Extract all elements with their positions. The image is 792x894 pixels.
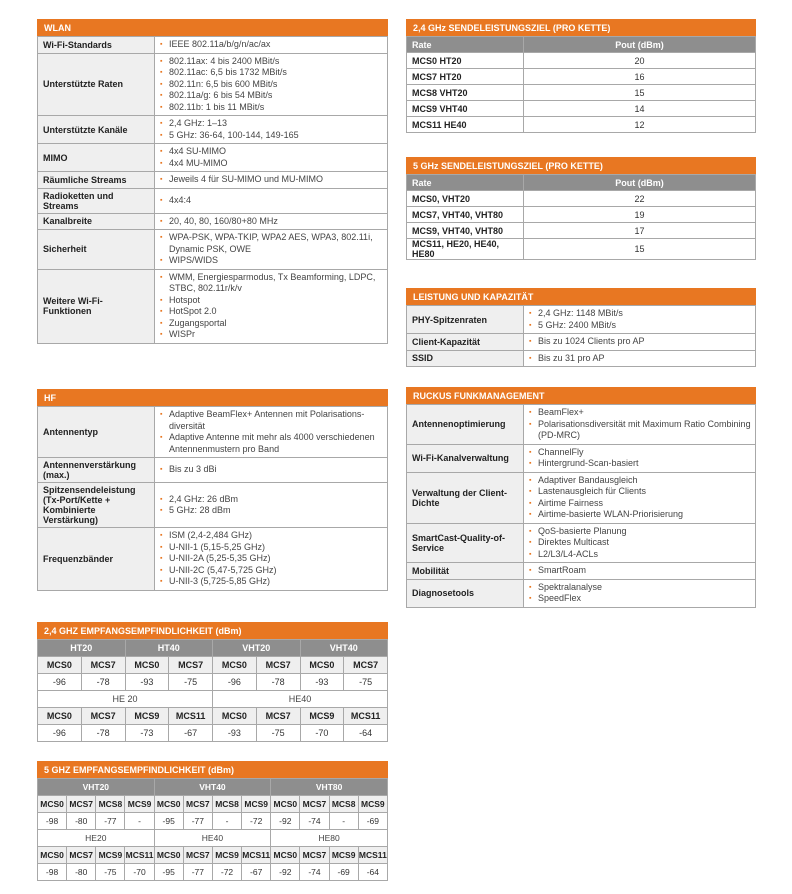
spec-list-item: ▪ 4x4:4: [160, 195, 383, 207]
spec-list-item: ▪ QoS-basierte Planung: [529, 526, 751, 538]
spec-list-item: ▪ Spektralanalyse: [529, 582, 751, 594]
mcs-label: MCS0: [154, 847, 183, 864]
spec-value: [155, 230, 388, 270]
spec-label: Antennentyp: [38, 407, 155, 458]
spec-row: [38, 53, 388, 116]
group-label: HE 20: [38, 691, 213, 708]
group-header: HT20: [38, 640, 126, 657]
rate-cell: MCS9 VHT40: [407, 101, 524, 117]
spec-label: Frequenzbänder: [38, 528, 155, 591]
spec-row: [38, 528, 388, 591]
spec-list: [160, 118, 383, 141]
mcs-row: [38, 847, 388, 864]
table-row: [407, 101, 756, 117]
sensitivity-value: -: [329, 813, 358, 830]
spec-label: SmartCast-Quality-of-Service: [407, 523, 524, 563]
spec-list-item: ▪ Direktes Multicast: [529, 537, 751, 549]
mcs-label: MCS8: [329, 796, 358, 813]
spec-list: [529, 582, 751, 605]
mcs-row: [38, 708, 388, 725]
spec-value: [524, 523, 756, 563]
spec-row: [407, 523, 756, 563]
group-header: VHT80: [271, 779, 388, 796]
spec-label: Wi-Fi-Standards: [38, 37, 155, 54]
sensitivity-value: -: [212, 813, 241, 830]
mcs-label: MCS7: [67, 847, 96, 864]
spec-value: [155, 213, 388, 230]
perf-title: LEISTUNG UND KAPAZITÄT: [406, 288, 756, 305]
mcs-row: [38, 657, 388, 674]
sensitivity-value: -92: [271, 813, 300, 830]
mcs-label: MCS7: [81, 657, 125, 674]
spec-list-item: ▪ 802.11ac: 6,5 bis 1732 MBit/s: [160, 67, 383, 79]
sensitivity-value: -70: [300, 725, 344, 742]
rate-cell: MCS7, VHT40, VHT80: [407, 207, 524, 223]
spec-value: [155, 116, 388, 144]
spec-label: Mobilität: [407, 563, 524, 580]
mcs-label: MCS11: [344, 708, 388, 725]
mcs-label: MCS7: [67, 796, 96, 813]
spec-list: [529, 475, 751, 521]
spec-list: [529, 336, 751, 348]
spec-value: [524, 306, 756, 334]
sensitivity-value: -98: [38, 864, 67, 881]
rate-column-header: Rate: [407, 175, 524, 191]
spec-list-item: ▪ 4x4 MU-MIMO: [160, 158, 383, 170]
spec-label: Räumliche Streams: [38, 172, 155, 189]
spec-list-item: ▪ 802.11b: 1 bis 11 MBit/s: [160, 102, 383, 114]
mcs-row: [38, 796, 388, 813]
table-row: [407, 191, 756, 207]
spec-list-item: ▪ HotSpot 2.0: [160, 306, 383, 318]
spec-row: [38, 269, 388, 343]
sensitivity-value: -95: [154, 864, 183, 881]
spec-row: [407, 306, 756, 334]
spec-value: [524, 563, 756, 580]
spec-label: Client-Kapazität: [407, 334, 524, 351]
spec-list-item: ▪ 2,4 GHz: 1–13: [160, 118, 383, 130]
table-row: [407, 117, 756, 133]
spec-list: [529, 308, 751, 331]
mcs-label: MCS11: [125, 847, 154, 864]
spec-list: [160, 232, 383, 267]
sensitivity-value: -75: [344, 674, 388, 691]
mcs-label: MCS0: [154, 796, 183, 813]
spec-list-item: ▪ Polarisationsdiversität mit Maximum Ratio Combining (PD-MRC): [529, 419, 751, 442]
mcs-label: MCS0: [213, 657, 257, 674]
spec-list-item: ▪ 5 GHz: 2400 MBit/s: [529, 320, 751, 332]
ruckus-table: [406, 404, 756, 608]
pout-cell: 20: [524, 53, 756, 69]
sensitivity-value: -96: [38, 674, 82, 691]
table-row: [407, 239, 756, 260]
wlan-section: [37, 19, 388, 344]
mcs-label: MCS0: [213, 708, 257, 725]
spec-list-item: ▪ Lastenausgleich für Clients: [529, 486, 751, 498]
sensitivity-value: -96: [38, 725, 82, 742]
ruckus-title: RUCKUS FUNKMANAGEMENT: [406, 387, 756, 404]
spec-list-item: ▪ U-NII-2A (5,25-5,35 GHz): [160, 553, 383, 565]
pout-cell: 12: [524, 117, 756, 133]
spec-list-item: ▪ WIPS/WIDS: [160, 255, 383, 267]
mcs-label: MCS9: [242, 796, 271, 813]
spec-row: [407, 444, 756, 472]
mcs-label: MCS7: [183, 847, 212, 864]
pout-cell: 19: [524, 207, 756, 223]
table-row: [407, 53, 756, 69]
spec-row: [38, 188, 388, 213]
sens24-section: [37, 622, 388, 742]
spec-label: PHY-Spitzenraten: [407, 306, 524, 334]
spec-list: [529, 526, 751, 561]
sensitivity-value: -70: [125, 864, 154, 881]
table-row: [407, 69, 756, 85]
spec-list-item: ▪ Bis zu 31 pro AP: [529, 353, 751, 365]
sensitivity-value: -64: [344, 725, 388, 742]
spec-list-item: ▪ SmartRoam: [529, 565, 751, 577]
sensitivity-value: -78: [256, 674, 300, 691]
group-header: VHT40: [154, 779, 271, 796]
spec-value: [155, 144, 388, 172]
pout-cell: 15: [524, 85, 756, 101]
spec-label: Diagnosetools: [407, 579, 524, 607]
spec-row: [38, 213, 388, 230]
spec-list: [160, 39, 383, 51]
spec-value: [155, 53, 388, 116]
rate-cell: MCS7 HT20: [407, 69, 524, 85]
group-header-row: [38, 640, 388, 657]
rate-cell: MCS8 VHT20: [407, 85, 524, 101]
sensitivity-value: -77: [183, 864, 212, 881]
mcs-label: MCS0: [300, 657, 344, 674]
sensitivity-value: -92: [271, 864, 300, 881]
tx24-title: 2,4 GHz SENDELEISTUNGSZIEL (PRO KETTE): [406, 19, 756, 36]
mcs-label: MCS8: [96, 796, 125, 813]
spec-list-item: ▪ 2,4 GHz: 26 dBm: [160, 494, 383, 506]
spec-list: [160, 530, 383, 588]
table-row: [407, 223, 756, 239]
tx5-title: 5 GHz SENDELEISTUNGSZIEL (PRO KETTE): [406, 157, 756, 174]
spec-value: [524, 472, 756, 523]
sensitivity-value: -67: [169, 725, 213, 742]
sens24-title: 2,4 GHZ EMPFANGSEMPFINDLICHKEIT (dBm): [37, 622, 388, 639]
spec-list: [160, 272, 383, 341]
spec-list-item: ▪ U-NII-1 (5,15-5,25 GHz): [160, 542, 383, 554]
spec-list-item: ▪ L2/L3/L4-ACLs: [529, 549, 751, 561]
rate-cell: MCS11, HE20, HE40, HE80: [407, 239, 524, 260]
spec-list: [529, 407, 751, 442]
spec-row: [38, 37, 388, 54]
sensitivity-value: -80: [67, 813, 96, 830]
spec-list-item: ▪ Airtime Fairness: [529, 498, 751, 510]
sensitivity-value: -78: [81, 674, 125, 691]
mcs-label: MCS0: [271, 847, 300, 864]
hf-table: [37, 406, 388, 591]
grid-header-row: [407, 37, 756, 53]
pout-cell: 17: [524, 223, 756, 239]
spec-list-item: ▪ Airtime-basierte WLAN-Priorisierung: [529, 509, 751, 521]
sens5-section: [37, 761, 388, 881]
spec-value: [155, 528, 388, 591]
sensitivity-value: -93: [300, 674, 344, 691]
spec-list-item: ▪ 2,4 GHz: 1148 MBit/s: [529, 308, 751, 320]
pout-column-header: Pout (dBm): [524, 175, 756, 191]
spec-row: [38, 458, 388, 483]
spec-value: [155, 37, 388, 54]
mcs-label: MCS0: [271, 796, 300, 813]
rate-cell: MCS0 HT20: [407, 53, 524, 69]
spec-list: [160, 146, 383, 169]
rate-column-header: Rate: [407, 37, 524, 53]
spec-list: [160, 409, 383, 455]
spec-label: Weitere Wi-Fi-Funktionen: [38, 269, 155, 343]
spec-label: Antennenoptimierung: [407, 405, 524, 445]
rate-cell: MCS0, VHT20: [407, 191, 524, 207]
spec-value: [524, 334, 756, 351]
sensitivity-value: -72: [242, 813, 271, 830]
spec-list-item: ▪ 20, 40, 80, 160/80+80 MHz: [160, 216, 383, 228]
sens24-table: [37, 639, 388, 742]
sensitivity-value: -74: [300, 864, 329, 881]
value-row: [38, 864, 388, 881]
grid-header-row: [407, 175, 756, 191]
spec-list: [160, 56, 383, 114]
spec-label: Wi-Fi-Kanalverwaltung: [407, 444, 524, 472]
spec-list-item: ▪ Adaptive BeamFlex+ Antennen mit Polarisations-diversität: [160, 409, 383, 432]
spec-row: [407, 334, 756, 351]
sensitivity-value: -64: [358, 864, 387, 881]
wlan-title: WLAN: [37, 19, 388, 36]
mcs-label: MCS11: [242, 847, 271, 864]
spec-value: [524, 579, 756, 607]
spec-value: [155, 188, 388, 213]
sensitivity-value: -77: [183, 813, 212, 830]
spec-row: [38, 144, 388, 172]
spec-list: [160, 464, 383, 476]
spec-list: [529, 447, 751, 470]
group-label: HE80: [271, 830, 388, 847]
hf-title: HF: [37, 389, 388, 406]
ruckus-section: [406, 387, 756, 608]
spec-list-item: ▪ SpeedFlex: [529, 593, 751, 605]
sensitivity-value: -80: [67, 864, 96, 881]
spec-list: [160, 195, 383, 207]
spec-list: [160, 216, 383, 228]
spec-row: [38, 230, 388, 270]
spec-row: [407, 472, 756, 523]
spec-label: Antennenverstärkung (max.): [38, 458, 155, 483]
spec-list: [529, 353, 751, 365]
spec-value: [155, 407, 388, 458]
spec-list-item: ▪ 802.11ax: 4 bis 2400 MBit/s: [160, 56, 383, 68]
spec-list-item: ▪ U-NII-2C (5,47-5,725 GHz): [160, 565, 383, 577]
sens5-table: [37, 778, 388, 881]
mcs-label: MCS11: [358, 847, 387, 864]
spec-list-item: ▪ WISPr: [160, 329, 383, 341]
spec-row: [38, 116, 388, 144]
mcs-label: MCS9: [329, 847, 358, 864]
mcs-label: MCS9: [125, 708, 169, 725]
mcs-label: MCS9: [125, 796, 154, 813]
mcs-label: MCS9: [358, 796, 387, 813]
spec-label: Kanalbreite: [38, 213, 155, 230]
mcs-label: MCS9: [300, 708, 344, 725]
sensitivity-value: -72: [212, 864, 241, 881]
spec-label: Spitzensendeleistung (Tx-Port/Kette + Kombinierte Verstärkung): [38, 483, 155, 528]
value-row: [38, 813, 388, 830]
spec-list-item: ▪ WPA-PSK, WPA-TKIP, WPA2 AES, WPA3, 802.11i, Dynamic PSK, OWE: [160, 232, 383, 255]
table-row: [407, 85, 756, 101]
spec-list-item: ▪ Bis zu 3 dBi: [160, 464, 383, 476]
spec-value: [524, 350, 756, 367]
sensitivity-value: -75: [169, 674, 213, 691]
spec-row: [407, 405, 756, 445]
spec-row: [38, 172, 388, 189]
group-label-row: [38, 830, 388, 847]
group-label: HE40: [213, 691, 388, 708]
spec-list-item: ▪ Hintergrund-Scan-basiert: [529, 458, 751, 470]
spec-list: [160, 494, 383, 517]
spec-list-item: ▪ IEEE 802.11a/b/g/n/ac/ax: [160, 39, 383, 51]
pout-cell: 22: [524, 191, 756, 207]
spec-value: [155, 269, 388, 343]
spec-list-item: ▪ 802.11a/g: 6 bis 54 MBit/s: [160, 90, 383, 102]
spec-list-item: ▪ Hotspot: [160, 295, 383, 307]
mcs-label: MCS7: [256, 657, 300, 674]
group-header: VHT40: [300, 640, 388, 657]
group-header: VHT20: [213, 640, 301, 657]
spec-label: Sicherheit: [38, 230, 155, 270]
group-label: HE40: [154, 830, 271, 847]
wlan-table: [37, 36, 388, 344]
spec-list-item: ▪ ISM (2,4-2,484 GHz): [160, 530, 383, 542]
mcs-label: MCS7: [81, 708, 125, 725]
spec-list-item: ▪ Bis zu 1024 Clients pro AP: [529, 336, 751, 348]
tx5-table: [406, 174, 756, 260]
spec-list-item: ▪ 5 GHz: 36-64, 100-144, 149-165: [160, 130, 383, 142]
spec-list: [160, 174, 383, 186]
spec-list-item: ▪ Jeweils 4 für SU-MIMO und MU-MIMO: [160, 174, 383, 186]
spec-row: [407, 350, 756, 367]
spec-list-item: ▪ U-NII-3 (5,725-5,85 GHz): [160, 576, 383, 588]
mcs-label: MCS9: [212, 847, 241, 864]
hf-section: [37, 389, 388, 591]
spec-row: [38, 483, 388, 528]
group-label: HE20: [38, 830, 155, 847]
pout-column-header: Pout (dBm): [524, 37, 756, 53]
spec-list-item: ▪ Adaptiver Bandausgleich: [529, 475, 751, 487]
spec-label: Unterstützte Kanäle: [38, 116, 155, 144]
spec-row: [407, 563, 756, 580]
sensitivity-value: -67: [242, 864, 271, 881]
spec-list: [529, 565, 751, 577]
spec-list-item: ▪ Zugangsportal: [160, 318, 383, 330]
spec-list-item: ▪ WMM, Energiesparmodus, Tx Beamforming, LDPC, STBC, 802.11r/k/v: [160, 272, 383, 295]
spec-label: SSID: [407, 350, 524, 367]
mcs-label: MCS7: [344, 657, 388, 674]
mcs-label: MCS0: [125, 657, 169, 674]
pout-cell: 16: [524, 69, 756, 85]
sens5-title: 5 GHZ EMPFANGSEMPFINDLICHKEIT (dBm): [37, 761, 388, 778]
pout-cell: 14: [524, 101, 756, 117]
sensitivity-value: -73: [125, 725, 169, 742]
group-header: HT40: [125, 640, 213, 657]
table-row: [407, 207, 756, 223]
rate-cell: MCS11 HE40: [407, 117, 524, 133]
rate-cell: MCS9, VHT40, VHT80: [407, 223, 524, 239]
mcs-label: MCS0: [38, 708, 82, 725]
spec-label: MIMO: [38, 144, 155, 172]
mcs-label: MCS0: [38, 847, 67, 864]
group-header: VHT20: [38, 779, 155, 796]
group-header-row: [38, 779, 388, 796]
mcs-label: MCS7: [256, 708, 300, 725]
sensitivity-value: -95: [154, 813, 183, 830]
spec-value: [155, 172, 388, 189]
sensitivity-value: -93: [213, 725, 257, 742]
group-label-row: [38, 691, 388, 708]
sensitivity-value: -96: [213, 674, 257, 691]
tx24-section: [406, 19, 756, 133]
mcs-label: MCS7: [300, 796, 329, 813]
spec-list-item: ▪ 5 GHz: 28 dBm: [160, 505, 383, 517]
spec-list-item: ▪ BeamFlex+: [529, 407, 751, 419]
tx24-table: [406, 36, 756, 133]
spec-list-item: ▪ Adaptive Antenne mit mehr als 4000 verschiedenen Antennenmustern pro Band: [160, 432, 383, 455]
spec-value: [524, 444, 756, 472]
spec-label: Verwaltung der Client-Dichte: [407, 472, 524, 523]
spec-value: [524, 405, 756, 445]
spec-list-item: ▪ 4x4 SU-MIMO: [160, 146, 383, 158]
spec-list-item: ▪ 802.11n: 6,5 bis 600 MBit/s: [160, 79, 383, 91]
sensitivity-value: -77: [96, 813, 125, 830]
spec-label: Radioketten und Streams: [38, 188, 155, 213]
sensitivity-value: -74: [300, 813, 329, 830]
mcs-label: MCS8: [212, 796, 241, 813]
tx5-section: [406, 157, 756, 260]
spec-value: [155, 458, 388, 483]
mcs-label: MCS0: [38, 657, 82, 674]
spec-row: [407, 579, 756, 607]
mcs-label: MCS0: [38, 796, 67, 813]
value-row: [38, 674, 388, 691]
spec-list-item: ▪ ChannelFly: [529, 447, 751, 459]
pout-cell: 15: [524, 239, 756, 260]
perf-table: [406, 305, 756, 367]
sensitivity-value: -98: [38, 813, 67, 830]
sensitivity-value: -69: [329, 864, 358, 881]
spec-value: [155, 483, 388, 528]
sensitivity-value: -75: [256, 725, 300, 742]
sensitivity-value: -78: [81, 725, 125, 742]
sensitivity-value: -75: [96, 864, 125, 881]
sensitivity-value: -: [125, 813, 154, 830]
mcs-label: MCS7: [169, 657, 213, 674]
spec-label: Unterstützte Raten: [38, 53, 155, 116]
mcs-label: MCS11: [169, 708, 213, 725]
perf-section: [406, 288, 756, 367]
mcs-label: MCS7: [300, 847, 329, 864]
sensitivity-value: -93: [125, 674, 169, 691]
value-row: [38, 725, 388, 742]
sensitivity-value: -69: [358, 813, 387, 830]
spec-row: [38, 407, 388, 458]
mcs-label: MCS9: [96, 847, 125, 864]
mcs-label: MCS7: [183, 796, 212, 813]
